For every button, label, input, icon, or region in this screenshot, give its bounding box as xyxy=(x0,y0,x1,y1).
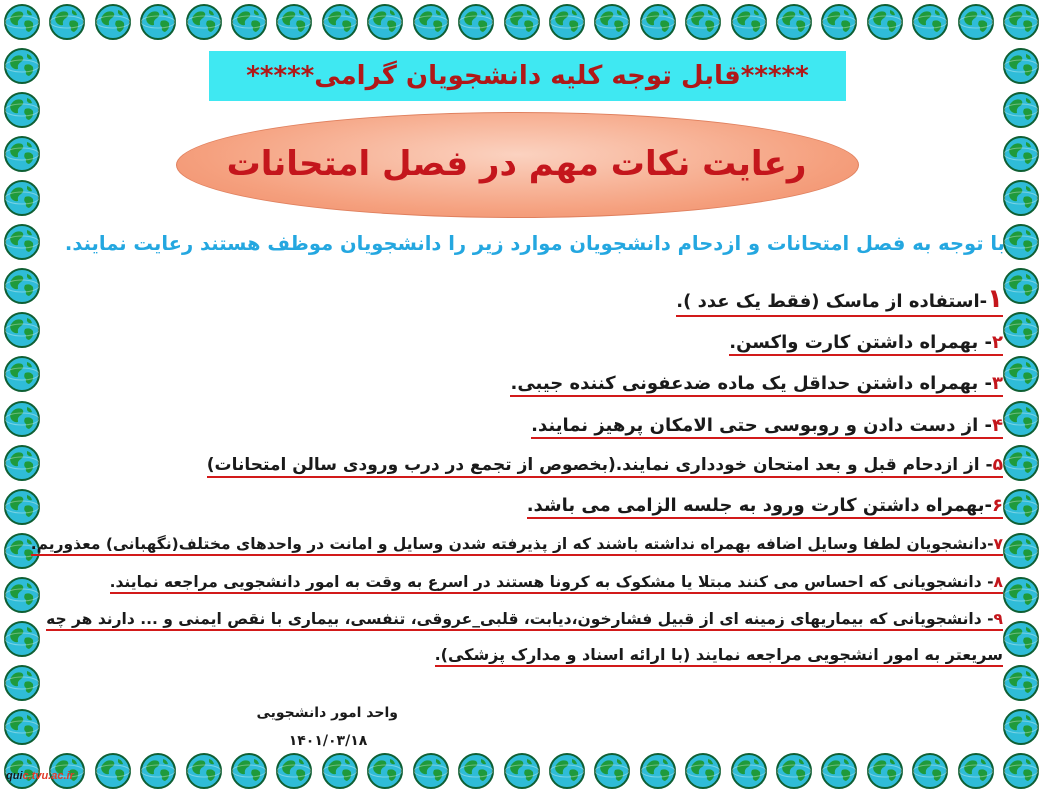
rule-text: - دانشجویانی که بیماریهای زمینه ای از قبیل فشارخون،دیابت، قلبی_عروقی، تنفسی، بیماری با نقص ایمنی و ... دارند هر چه xyxy=(46,610,994,628)
rule-text: - دانشجویانی که احساس می کنند مبتلا یا مشکوک به کرونا هستند در اسرع به وقت به امور دانشجویی مراجعه نمایند. xyxy=(109,573,994,591)
globe-icon xyxy=(911,752,949,790)
signature-unit: واحد امور دانشجویی xyxy=(256,705,398,721)
rule-item-4 xyxy=(531,415,1003,439)
globe-icon xyxy=(1002,752,1040,790)
rule-item-5 xyxy=(207,455,1003,478)
globe-icon xyxy=(412,752,450,790)
globe-icon xyxy=(1002,620,1040,658)
signature-date: ۱۴۰۱/۰۳/۱۸ xyxy=(288,733,368,749)
globe-icon xyxy=(230,752,268,790)
rule-number: ۸ xyxy=(993,573,1003,591)
globe-icon xyxy=(3,267,41,305)
globe-icon xyxy=(1002,444,1040,482)
item-9-continuation: سریعتر به امور انشجویی مراجعه نمایند (با ارائه اسناد و مدارک پزشکی). xyxy=(435,645,1003,667)
globe-icon xyxy=(866,752,904,790)
rule-number: ۵ xyxy=(992,455,1003,475)
rule-text: - بهمراه داشتن حداقل یک ماده ضدعفونی کننده جیبی. xyxy=(510,373,992,394)
globe-icon xyxy=(3,488,41,526)
globe-icon xyxy=(275,3,313,41)
globe-icon xyxy=(730,3,768,41)
rule-item-2 xyxy=(729,332,1003,356)
globe-icon xyxy=(593,3,631,41)
globe-icon xyxy=(3,708,41,746)
rule-text: -بهمراه داشتن کارت ورود به جلسه الزامی می باشد. xyxy=(526,495,992,516)
globe-icon xyxy=(3,179,41,217)
globe-icon xyxy=(94,3,132,41)
rule-item-9 xyxy=(46,610,1003,631)
globe-icon xyxy=(3,576,41,614)
watermark-accent: c.tvu.ac.ir xyxy=(22,770,74,782)
globe-icon xyxy=(3,664,41,702)
rule-text: - از ازدحام قبل و بعد امتحان خودداری نمایند.(بخصوص از تجمع در درب ورودی سالن امتحانات) xyxy=(206,455,993,475)
rule-number: ۹ xyxy=(993,610,1003,628)
site-watermark xyxy=(6,770,74,782)
globe-icon xyxy=(1002,355,1040,393)
globe-icon xyxy=(321,3,359,41)
globe-icon xyxy=(1002,532,1040,570)
globe-icon xyxy=(593,752,631,790)
globe-icon xyxy=(775,3,813,41)
globe-icon xyxy=(1002,135,1040,173)
globe-icon xyxy=(775,752,813,790)
globe-icon xyxy=(3,620,41,658)
globe-icon xyxy=(321,752,359,790)
globe-icon xyxy=(1002,664,1040,702)
rule-text: -دانشجویان لطفا وسایل اضافه بهمراه نداشته باشند که از پذیرفته شدن وسایل و امانت در واحدهای مختلف(نگهبانی) معذوریم. xyxy=(30,535,994,553)
rule-text: -استفاده از ماسک (فقط یک عدد ). xyxy=(676,291,988,312)
globe-icon xyxy=(3,444,41,482)
globe-icon xyxy=(3,135,41,173)
intro-text: با توجه به فصل امتحانات و ازدحام دانشجویان موارد زیر را دانشجویان موظف هستند رعایت نمایند. xyxy=(64,232,1005,255)
globe-icon xyxy=(1002,311,1040,349)
globe-icon xyxy=(639,752,677,790)
globe-icon xyxy=(1002,400,1040,438)
globe-icon xyxy=(820,752,858,790)
rule-number: ۷ xyxy=(993,535,1003,553)
globe-icon xyxy=(684,752,722,790)
globe-icon xyxy=(548,752,586,790)
globe-icon xyxy=(366,3,404,41)
rule-number: ۶ xyxy=(992,495,1003,516)
globe-icon xyxy=(230,3,268,41)
globe-icon xyxy=(820,3,858,41)
globe-icon xyxy=(957,752,995,790)
globe-icon xyxy=(185,752,223,790)
globe-icon xyxy=(730,752,768,790)
globe-icon xyxy=(457,752,495,790)
rule-text: - بهمراه داشتن کارت واکسن. xyxy=(729,332,992,353)
globe-icon xyxy=(185,3,223,41)
globe-icon xyxy=(3,47,41,85)
globe-icon xyxy=(911,3,949,41)
globe-icon xyxy=(3,223,41,261)
globe-icon xyxy=(457,3,495,41)
globe-icon xyxy=(3,91,41,129)
globe-icon xyxy=(1002,488,1040,526)
globe-icon xyxy=(503,752,541,790)
title-oval-text xyxy=(176,112,857,216)
globe-icon xyxy=(503,3,541,41)
globe-icon xyxy=(48,3,86,41)
globe-icon xyxy=(1002,708,1040,746)
globe-icon xyxy=(139,752,177,790)
globe-icon xyxy=(1002,267,1040,305)
globe-icon xyxy=(139,3,177,41)
globe-icon xyxy=(3,3,41,41)
banner-text: *****قابل توجه کلیه دانشجویان گرامی***** xyxy=(246,61,809,91)
rule-item-1 xyxy=(676,284,1003,317)
globe-icon xyxy=(366,752,404,790)
globe-icon xyxy=(684,3,722,41)
globe-icon xyxy=(1002,179,1040,217)
globe-icon xyxy=(1002,576,1040,614)
globe-icon xyxy=(639,3,677,41)
globe-icon xyxy=(957,3,995,41)
rule-item-6 xyxy=(527,495,1003,519)
rule-number: ۲ xyxy=(992,332,1003,353)
globe-icon xyxy=(548,3,586,41)
globe-icon xyxy=(3,355,41,393)
globe-icon xyxy=(412,3,450,41)
rule-item-3 xyxy=(510,373,1003,397)
notice-banner xyxy=(209,51,846,101)
rule-number: ۳ xyxy=(992,373,1003,394)
rule-item-8 xyxy=(110,573,1003,594)
rule-text: - از دست دادن و روبوسی حتی الامکان پرهیز نمایند. xyxy=(531,415,992,436)
globe-icon xyxy=(1002,47,1040,85)
globe-icon xyxy=(3,311,41,349)
globe-icon xyxy=(1002,223,1040,261)
rule-number: ۴ xyxy=(992,415,1003,436)
globe-icon xyxy=(1002,91,1040,129)
globe-icon xyxy=(3,400,41,438)
watermark-prefix: qui xyxy=(6,770,23,782)
globe-icon xyxy=(1002,3,1040,41)
globe-icon xyxy=(866,3,904,41)
globe-icon xyxy=(94,752,132,790)
globe-icon xyxy=(275,752,313,790)
rule-item-7 xyxy=(31,535,1003,556)
page-title: رعایت نکات مهم در فصل امتحانات xyxy=(226,144,807,184)
rule-number: ۱ xyxy=(987,284,1003,314)
